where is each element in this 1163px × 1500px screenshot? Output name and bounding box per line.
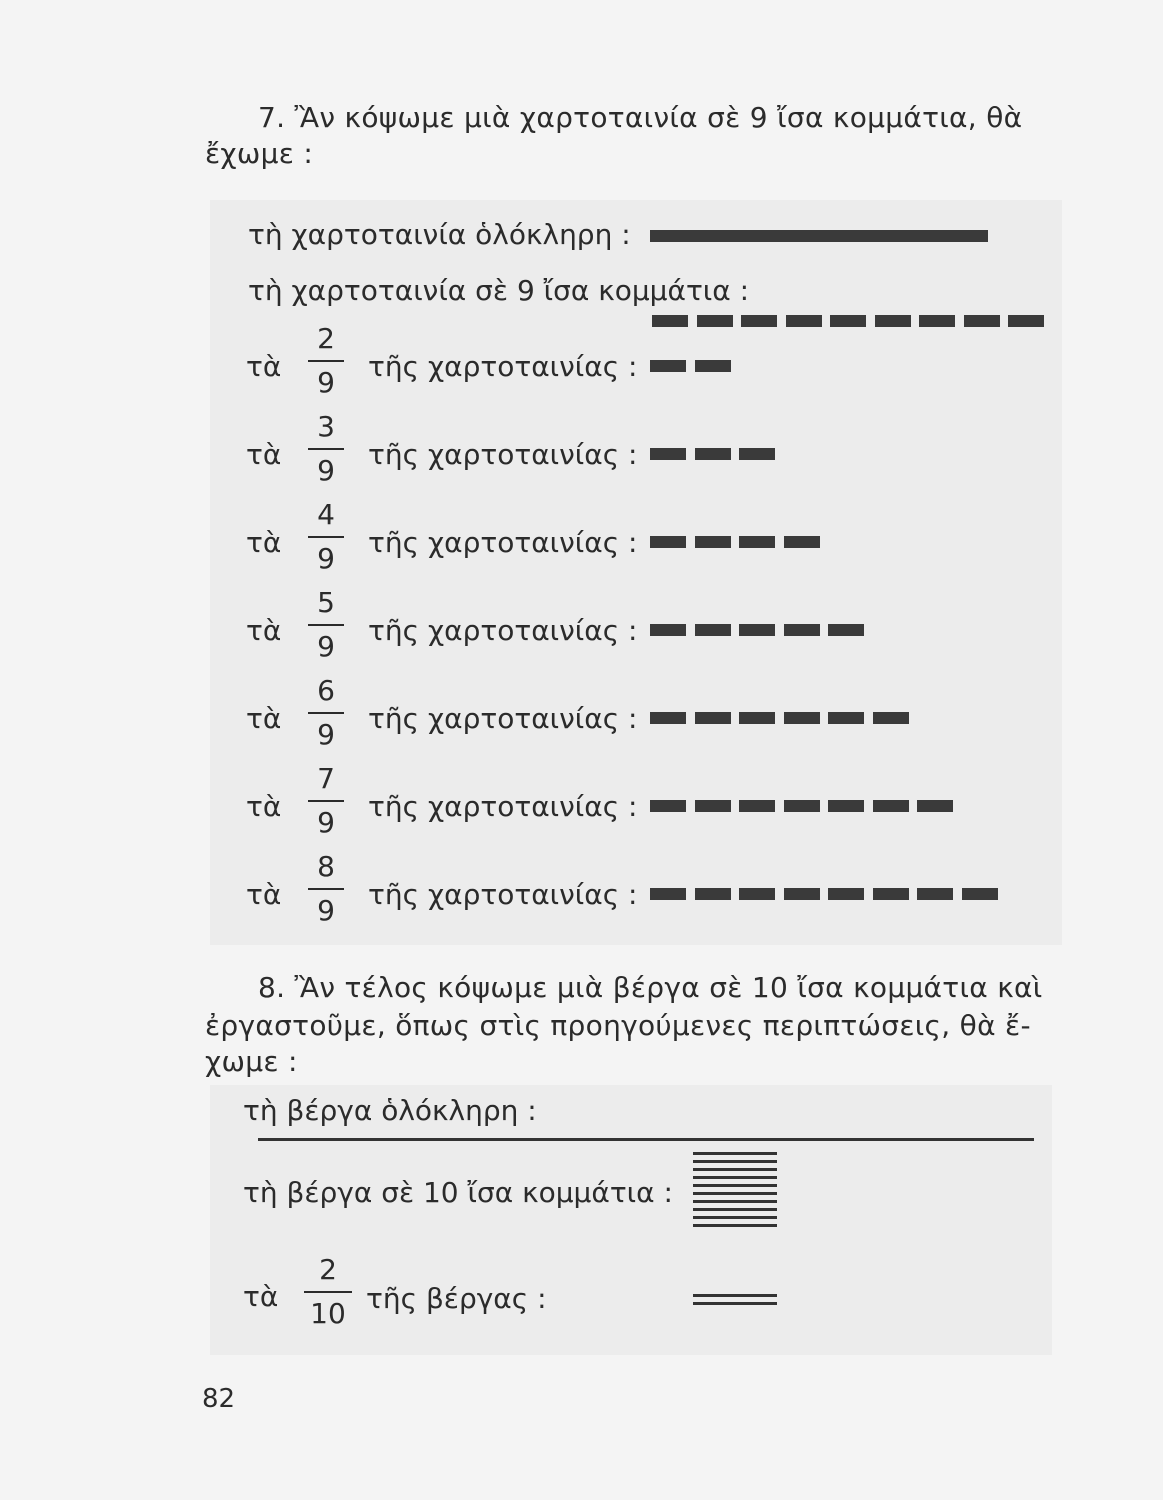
fraction-article: τὰ [246, 790, 282, 823]
fraction-denominator: 9 [317, 630, 335, 663]
fraction-strip [650, 448, 784, 460]
rod-piece [693, 1152, 777, 1155]
strip-segment [919, 315, 955, 327]
fraction [304, 586, 348, 664]
fraction-denominator: 9 [317, 542, 335, 575]
fraction-strip [650, 888, 1006, 900]
rod-fraction-text: τῆς βέργας : [366, 1282, 547, 1315]
rod-piece [693, 1168, 777, 1171]
rod-ten-pieces [693, 1152, 777, 1232]
fraction-article: τὰ [246, 614, 282, 647]
fraction-text: τῆς χαρτοταινίας : [368, 878, 638, 911]
strip-segment [695, 888, 731, 900]
strip-segment [917, 800, 953, 812]
strip-segment [784, 536, 820, 548]
fraction-article: τὰ [246, 702, 282, 735]
strip-whole-label: τὴ χαρτοταινία ὁλόκληρη : [248, 218, 631, 251]
fraction-article: τὰ [246, 526, 282, 559]
fraction-strip [650, 536, 828, 548]
strip-segment [739, 888, 775, 900]
strip-segment [828, 624, 864, 636]
fraction-article: τὰ [246, 878, 282, 911]
fraction-text: τῆς χαρτοταινίας : [368, 614, 638, 647]
strip-nine-pieces [652, 315, 1044, 327]
strip-segment [650, 448, 686, 460]
rod-piece [693, 1302, 777, 1305]
strip-segment [695, 536, 731, 548]
fraction-bar [308, 360, 344, 362]
strip-segment [650, 712, 686, 724]
strip-segment [873, 888, 909, 900]
strip-segment [695, 448, 731, 460]
strip-segment [828, 712, 864, 724]
strip-segment [830, 315, 866, 327]
rod-fraction-bar [304, 1291, 352, 1293]
fraction-numerator: 6 [317, 674, 335, 707]
fraction-bar [308, 800, 344, 802]
rod-piece [693, 1208, 777, 1211]
strip-segment [650, 800, 686, 812]
section7-intro-line1: 7. Ἂν κόψωμε μιὰ χαρτοταινία σὲ 9 ἴσα κομμάτια, θὰ [258, 101, 1023, 134]
strip-segment [695, 624, 731, 636]
fraction-strip [650, 712, 917, 724]
strip-segment [828, 800, 864, 812]
fraction-text: τῆς χαρτοταινίας : [368, 790, 638, 823]
fraction-bar [308, 536, 344, 538]
fraction [304, 674, 348, 752]
strip-segment [875, 315, 911, 327]
rod-piece [693, 1192, 777, 1195]
strip-segment [695, 360, 731, 372]
fraction-denominator: 9 [317, 806, 335, 839]
fraction [304, 410, 348, 488]
rod-two-pieces [693, 1294, 777, 1308]
rod-piece [693, 1224, 777, 1227]
section8-intro-line1: 8. Ἂν τέλος κόψωμε μιὰ βέργα σὲ 10 ἴσα κομμάτια καὶ [258, 971, 1043, 1004]
rod-piece [693, 1176, 777, 1179]
strip-segment [739, 536, 775, 548]
fraction-numerator: 4 [317, 498, 335, 531]
rod-piece [693, 1216, 777, 1219]
strip-segment [739, 624, 775, 636]
fraction-text: τῆς χαρτοταινίας : [368, 702, 638, 735]
strip-pieces-label: τὴ χαρτοταινία σὲ 9 ἴσα κομμάτια : [248, 274, 750, 307]
rod-piece [693, 1200, 777, 1203]
strip-segment [873, 712, 909, 724]
fraction-strip [650, 624, 873, 636]
strip-segment [652, 315, 688, 327]
strip-segment [695, 712, 731, 724]
fraction [304, 762, 348, 840]
rod-pieces-label: τὴ βέργα σὲ 10 ἴσα κομμάτια : [243, 1176, 673, 1209]
rod-fraction-article: τὰ [243, 1280, 279, 1313]
strip-segment [784, 888, 820, 900]
strip-segment [784, 624, 820, 636]
rod-whole-line [258, 1138, 1034, 1141]
fraction-text: τῆς χαρτοταινίας : [368, 526, 638, 559]
fraction-numerator: 5 [317, 586, 335, 619]
fraction-strip [650, 360, 739, 372]
strip-segment [697, 315, 733, 327]
strip-segment [650, 536, 686, 548]
page-number: 82 [202, 1384, 236, 1414]
strip-segment [739, 712, 775, 724]
fraction-denominator: 9 [317, 366, 335, 399]
rod-piece [693, 1160, 777, 1163]
fraction-numerator: 7 [317, 762, 335, 795]
section7-intro-line2: ἔχωμε : [205, 137, 314, 170]
fraction-bar [308, 624, 344, 626]
fraction-denominator: 9 [317, 894, 335, 927]
fraction [304, 850, 348, 928]
strip-segment [873, 800, 909, 812]
fraction-bar [308, 888, 344, 890]
strip-segment [739, 448, 775, 460]
fraction-article: τὰ [246, 438, 282, 471]
strip-segment [962, 888, 998, 900]
fraction-denominator: 9 [317, 454, 335, 487]
fraction-numerator: 2 [317, 322, 335, 355]
strip-segment [739, 800, 775, 812]
strip-segment [650, 624, 686, 636]
rod-fraction-numerator: 2 [319, 1253, 337, 1286]
strip-segment [1008, 315, 1044, 327]
strip-segment [650, 360, 686, 372]
strip-segment [828, 888, 864, 900]
strip-segment [741, 315, 777, 327]
fraction-strip [650, 800, 962, 812]
fraction-text: τῆς χαρτοταινίας : [368, 438, 638, 471]
strip-segment [917, 888, 953, 900]
strip-segment [784, 800, 820, 812]
rod-fraction [300, 1253, 356, 1331]
strip-whole-bar [650, 230, 988, 242]
fraction-article: τὰ [246, 350, 282, 383]
strip-segment [964, 315, 1000, 327]
strip-segment [650, 888, 686, 900]
rod-piece [693, 1184, 777, 1187]
fraction [304, 498, 348, 576]
rod-fraction-denominator: 10 [310, 1297, 346, 1330]
fraction-denominator: 9 [317, 718, 335, 751]
strip-segment [786, 315, 822, 327]
fraction-text: τῆς χαρτοταινίας : [368, 350, 638, 383]
rod-whole-label: τὴ βέργα ὁλόκληρη : [243, 1094, 537, 1127]
rod-piece [693, 1294, 777, 1297]
fraction-numerator: 8 [317, 850, 335, 883]
strip-segment [784, 712, 820, 724]
section8-intro-line3: χωμε : [205, 1045, 298, 1078]
fraction-bar [308, 712, 344, 714]
fraction-bar [308, 448, 344, 450]
section8-intro-line2: ἐργαστοῦμε, ὅπως στὶς προηγούμενες περιπτώσεις, θὰ ἔ- [205, 1009, 1031, 1042]
fraction [304, 322, 348, 400]
strip-segment [695, 800, 731, 812]
fraction-numerator: 3 [317, 410, 335, 443]
